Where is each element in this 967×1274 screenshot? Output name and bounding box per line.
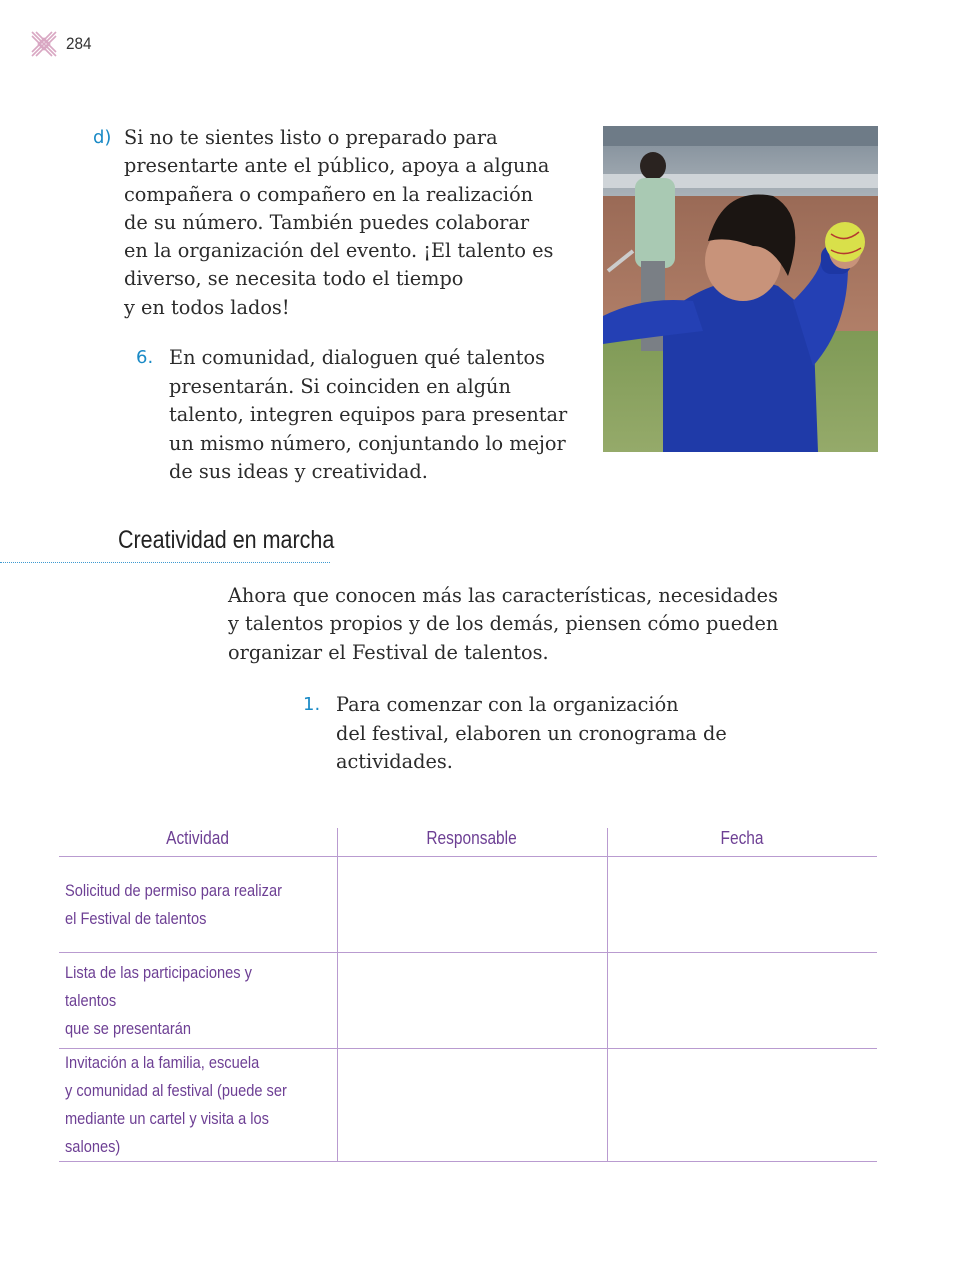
table-row bbox=[59, 857, 877, 953]
section-heading: Creatividad en marcha bbox=[118, 526, 335, 554]
activity-cell: Solicitud de permiso para realizar el Festival de talentos bbox=[59, 857, 337, 953]
schedule-table bbox=[59, 828, 877, 1162]
item-d-text: Si no te sientes listo o preparado para presentarte ante el público, apoya a alguna compañera o compañero en la realización de su número. También puedes colaborar en la organización del evento. ¡El talento es diverso, se necesita todo el tiempo y en todos lados! bbox=[124, 126, 554, 319]
item-1 bbox=[303, 691, 783, 777]
header-fecha: Fecha bbox=[607, 828, 877, 857]
activity-cell: Lista de las participaciones y talentos que se presentarán bbox=[59, 953, 337, 1049]
table-row bbox=[59, 1049, 877, 1162]
activity-cell: Invitación a la familia, escuela y comunidad al festival (puede ser mediante un cartel y visita a los salones) bbox=[59, 1049, 337, 1162]
item-6 bbox=[136, 344, 586, 487]
ornament-icon bbox=[30, 30, 58, 58]
section-divider bbox=[0, 562, 330, 563]
page-number: 284 bbox=[66, 34, 92, 53]
item-d-marker: d) bbox=[93, 127, 112, 148]
header-actividad: Actividad bbox=[59, 828, 337, 857]
responsible-cell[interactable] bbox=[337, 953, 607, 1049]
page-header bbox=[30, 30, 94, 58]
table-header-row bbox=[59, 828, 877, 857]
boy-throwing-ball-photo bbox=[603, 126, 878, 452]
item-1-text: Para comenzar con la organización del festival, elaboren un cronograma de actividades. bbox=[336, 693, 727, 774]
header-responsable: Responsable bbox=[337, 828, 607, 857]
date-cell[interactable] bbox=[607, 857, 877, 953]
responsible-cell[interactable] bbox=[337, 857, 607, 953]
date-cell[interactable] bbox=[607, 953, 877, 1049]
responsible-cell[interactable] bbox=[337, 1049, 607, 1162]
intro-paragraph: Ahora que conocen más las características, necesidades y talentos propios y de los demás, piensen cómo pueden organizar el Festival de talentos. bbox=[228, 584, 779, 664]
item-d bbox=[93, 124, 573, 322]
table-row bbox=[59, 953, 877, 1049]
item-6-text: En comunidad, dialoguen qué talentos presentarán. Si coinciden en algún talento, integren equipos para presentar un mismo número, conjuntando lo mejor de sus ideas y creatividad. bbox=[169, 346, 568, 484]
item-1-marker: 1. bbox=[303, 694, 321, 715]
date-cell[interactable] bbox=[607, 1049, 877, 1162]
item-6-marker: 6. bbox=[136, 347, 154, 368]
